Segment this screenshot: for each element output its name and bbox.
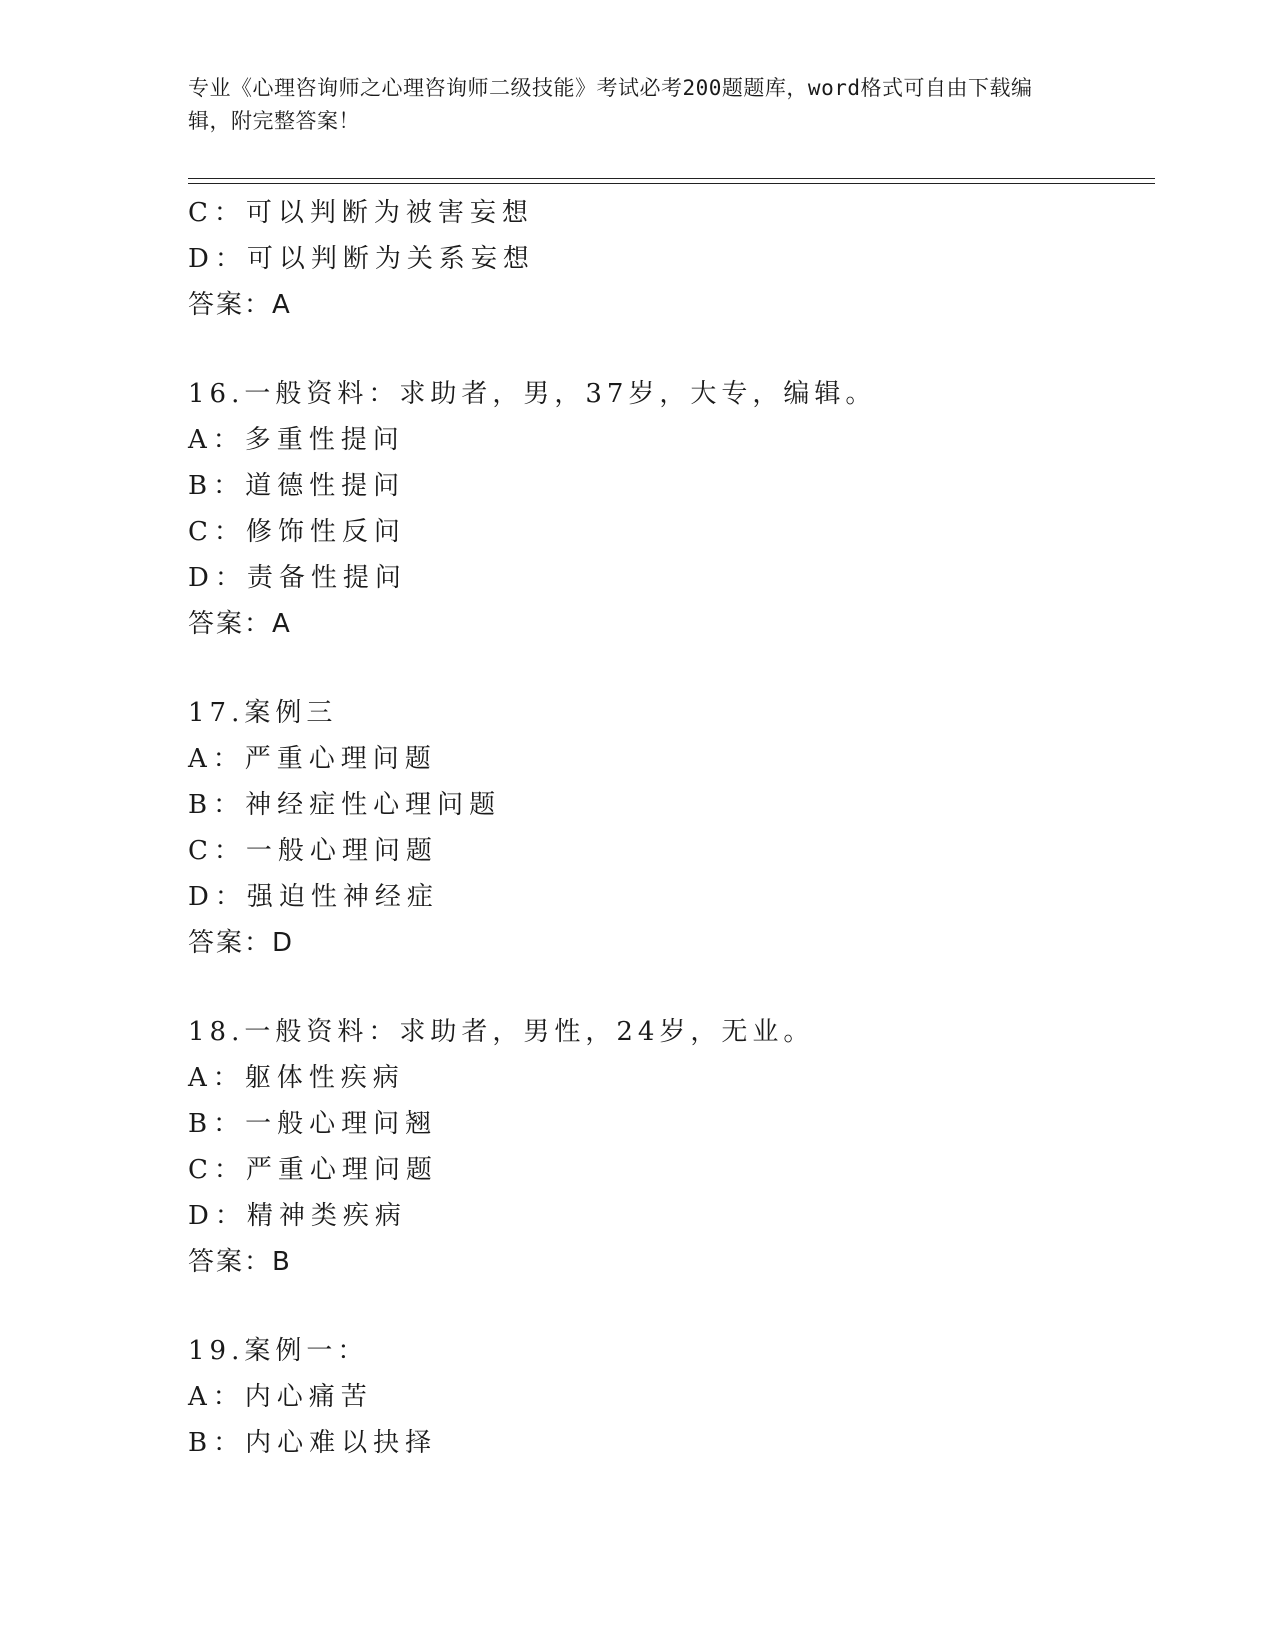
option-b: B：一般心理问翘 xyxy=(188,1109,438,1139)
question-stem: 19.案例一： xyxy=(188,1336,369,1366)
question-stem: 18.一般资料：求助者，男性，24岁，无业。 xyxy=(188,1017,815,1047)
option-c: C：修饰性反问 xyxy=(188,517,406,547)
question-stem: 17.案例三 xyxy=(188,698,338,728)
option-d: D：强迫性神经症 xyxy=(188,882,439,912)
answer-line: 答案：B xyxy=(188,1247,292,1277)
option-a: A：躯体性疾病 xyxy=(188,1063,405,1093)
option-b: B：道德性提问 xyxy=(188,471,406,501)
question-block xyxy=(188,190,1148,328)
document-header: 专业《心理咨询师之心理咨询师二级技能》考试必考200题题库，word格式可自由下载编辑，附完整答案！ xyxy=(188,76,1033,133)
header-divider-top xyxy=(188,178,1155,179)
option-a: A：多重性提问 xyxy=(188,425,405,455)
option-c: C：严重心理问题 xyxy=(188,1155,438,1185)
question-block xyxy=(188,1328,1148,1466)
question-stem: 16.一般资料：求助者，男，37岁，大专，编辑。 xyxy=(188,379,877,409)
block-spacer xyxy=(188,1285,1148,1328)
option-d: D：责备性提问 xyxy=(188,563,407,593)
question-list xyxy=(188,190,1148,1466)
answer-line: 答案：D xyxy=(188,928,295,958)
block-spacer xyxy=(188,647,1148,690)
question-block xyxy=(188,371,1148,647)
option-c: C：可以判断为被害妄想 xyxy=(188,198,534,228)
option-b: B：内心难以抉择 xyxy=(188,1428,438,1458)
header-divider-bottom xyxy=(188,183,1155,184)
option-d: D：可以判断为关系妄想 xyxy=(188,244,535,274)
answer-line: 答案：A xyxy=(188,609,292,639)
option-b: B：神经症性心理问题 xyxy=(188,790,502,820)
question-block xyxy=(188,1009,1148,1285)
option-d: D：精神类疾病 xyxy=(188,1201,407,1231)
option-c: C：一般心理问题 xyxy=(188,836,438,866)
option-a: A：内心痛苦 xyxy=(188,1382,373,1412)
answer-line: 答案：A xyxy=(188,290,292,320)
block-spacer xyxy=(188,328,1148,371)
block-spacer xyxy=(188,966,1148,1009)
option-a: A：严重心理问题 xyxy=(188,744,437,774)
question-block xyxy=(188,690,1148,966)
